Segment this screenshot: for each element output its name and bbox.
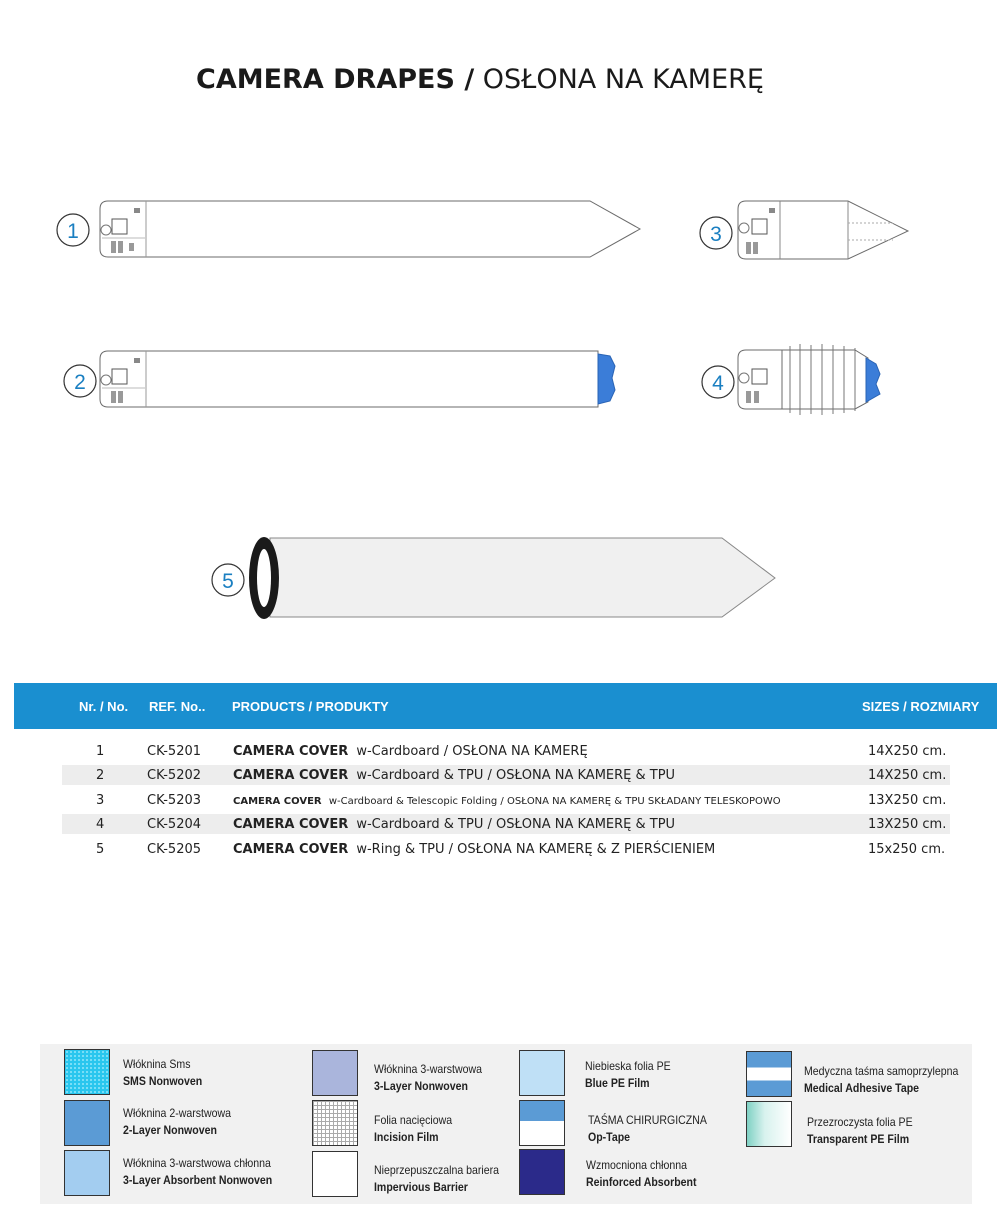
row-nr: 5 — [96, 842, 105, 857]
impervious-barrier-swatch — [312, 1151, 358, 1197]
figure-number-5: 5 — [222, 570, 234, 593]
title-regular: OSŁONA NA KAMERĘ — [474, 64, 764, 95]
table-row — [62, 790, 950, 810]
medical-adhesive-tape-swatch — [746, 1051, 792, 1097]
product-5-drawing — [212, 537, 775, 619]
blue-pe-film-swatch — [519, 1050, 565, 1096]
transparent-pe-film-swatch — [746, 1101, 792, 1147]
row-product — [233, 842, 715, 857]
row-product — [233, 796, 781, 807]
figure-number-3: 3 — [710, 223, 722, 246]
reinforced-absorbent-swatch — [519, 1149, 565, 1195]
header-ref: REF. No.. — [149, 699, 206, 714]
row-product — [233, 744, 588, 759]
row-product-name: CAMERA COVER — [233, 768, 349, 783]
table-header — [14, 683, 997, 729]
three-layer-nonwoven-swatch — [312, 1050, 358, 1096]
row-product-name: CAMERA COVER — [233, 842, 349, 857]
row-ref: CK-5203 — [147, 793, 202, 808]
legend-label: Nieprzepuszczalna bariera Impervious Barrier — [374, 1163, 500, 1194]
row-product-desc: w-Cardboard & Telescopic Folding / OSŁONA NA KAMERĘ & TPU SKŁADANY TELESKOPOWO — [328, 796, 781, 807]
two-layer-nonwoven-swatch — [64, 1100, 110, 1146]
row-ref: CK-5204 — [147, 817, 202, 832]
row-ref: CK-5202 — [147, 768, 202, 783]
legend-label: Włóknina 2-warstwowa 2-Layer Nonwoven — [123, 1106, 231, 1137]
row-product-name: CAMERA COVER — [233, 796, 322, 807]
legend-label: Włóknina 3-warstwowa 3-Layer Nonwoven — [374, 1062, 482, 1093]
table-row — [62, 741, 950, 761]
row-product-name: CAMERA COVER — [233, 744, 349, 759]
row-product — [233, 768, 675, 783]
row-size: 13X250 cm. — [868, 793, 947, 808]
header-product: PRODUCTS / PRODUKTY — [232, 699, 389, 714]
product-2-drawing — [64, 351, 615, 407]
product-1-drawing — [57, 201, 640, 257]
row-product — [233, 817, 675, 832]
row-size: 14X250 cm. — [868, 768, 947, 783]
table-row — [62, 814, 950, 834]
row-product-desc: w-Ring & TPU / OSŁONA NA KAMERĘ & Z PIERŚCIENIEM — [356, 842, 716, 857]
op-tape-swatch — [519, 1100, 565, 1146]
legend-label: Niebieska folia PE Blue PE Film — [585, 1059, 671, 1090]
three-layer-absorbent-swatch — [64, 1150, 110, 1196]
legend-label: Medyczna taśma samoprzylepna Medical Adhesive Tape — [804, 1064, 959, 1095]
header-size: SIZES / ROZMIARY — [862, 699, 980, 714]
material-legend — [40, 1044, 972, 1204]
legend-label: Przezroczysta folia PE Transparent PE Film — [807, 1115, 913, 1146]
legend-label: Folia nacięciowa Incision Film — [374, 1113, 453, 1144]
legend-label: Wzmocniona chłonna Reinforced Absorbent — [586, 1158, 697, 1189]
row-nr: 3 — [96, 793, 105, 808]
row-product-desc: w-Cardboard & TPU / OSŁONA NA KAMERĘ & TPU — [356, 817, 676, 832]
row-nr: 4 — [96, 817, 105, 832]
row-ref: CK-5205 — [147, 842, 202, 857]
sms-nonwoven-swatch — [64, 1049, 110, 1095]
table-row — [62, 765, 950, 785]
product-3-drawing — [700, 201, 908, 259]
incision-film-swatch — [312, 1100, 358, 1146]
legend-label: Włóknina 3-warstwowa chłonna 3-Layer Absorbent Nonwoven — [123, 1156, 273, 1187]
row-product-desc: w-Cardboard / OSŁONA NA KAMERĘ — [356, 744, 588, 759]
row-size: 15x250 cm. — [868, 842, 946, 857]
row-product-desc: w-Cardboard & TPU / OSŁONA NA KAMERĘ & TPU — [356, 768, 676, 783]
header-nr: Nr. / No. — [79, 699, 129, 714]
row-ref: CK-5201 — [147, 744, 202, 759]
legend-label: TAŚMA CHIRURGICZNA Op-Tape — [588, 1113, 707, 1144]
row-nr: 1 — [96, 744, 105, 759]
row-size: 14X250 cm. — [868, 744, 947, 759]
product-4-drawing — [702, 344, 880, 415]
title-bold: CAMERA DRAPES / — [196, 64, 475, 95]
figure-number-4: 4 — [712, 372, 724, 395]
figure-number-2: 2 — [74, 371, 86, 394]
figure-number-1: 1 — [67, 220, 79, 243]
row-size: 13X250 cm. — [868, 817, 947, 832]
table-row — [62, 839, 950, 859]
legend-label: Włóknina Sms SMS Nonwoven — [123, 1057, 203, 1088]
row-product-name: CAMERA COVER — [233, 817, 349, 832]
row-nr: 2 — [96, 768, 105, 783]
